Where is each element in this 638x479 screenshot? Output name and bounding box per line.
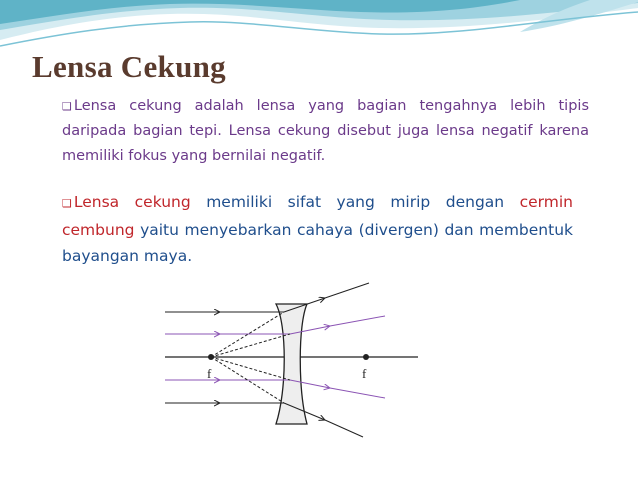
checkbox-bullet-icon: ❑	[62, 100, 72, 113]
focal-point-right	[363, 354, 369, 360]
term-cermin-cembung: cermin cembung	[62, 193, 573, 239]
paragraph-properties-text-a: memiliki sifat yang mirip dengan	[190, 193, 520, 211]
checkbox-bullet-icon: ❑	[62, 197, 72, 210]
paragraph-definition-text: Lensa cekung adalah lensa yang bagian tengahnya lebih tipis daripada bagian tepi. Lensa cekung disebut juga lensa negatif karena memiliki fokus yang bernilai negatif.	[62, 98, 589, 164]
focal-point-left	[208, 354, 214, 360]
focal-label-left: f	[207, 366, 212, 381]
outgoing-ray-1	[284, 283, 369, 312]
slide-title: Lensa Cekung	[32, 49, 226, 84]
focal-label-right: f	[362, 366, 367, 381]
outgoing-ray-3	[290, 380, 385, 398]
term-lensa-cekung: Lensa cekung	[73, 193, 191, 211]
paragraph-properties-text-b: yaitu menyebarkan cahaya (divergen) dan membentuk bayangan maya.	[62, 221, 573, 265]
outgoing-ray-2	[290, 316, 385, 334]
